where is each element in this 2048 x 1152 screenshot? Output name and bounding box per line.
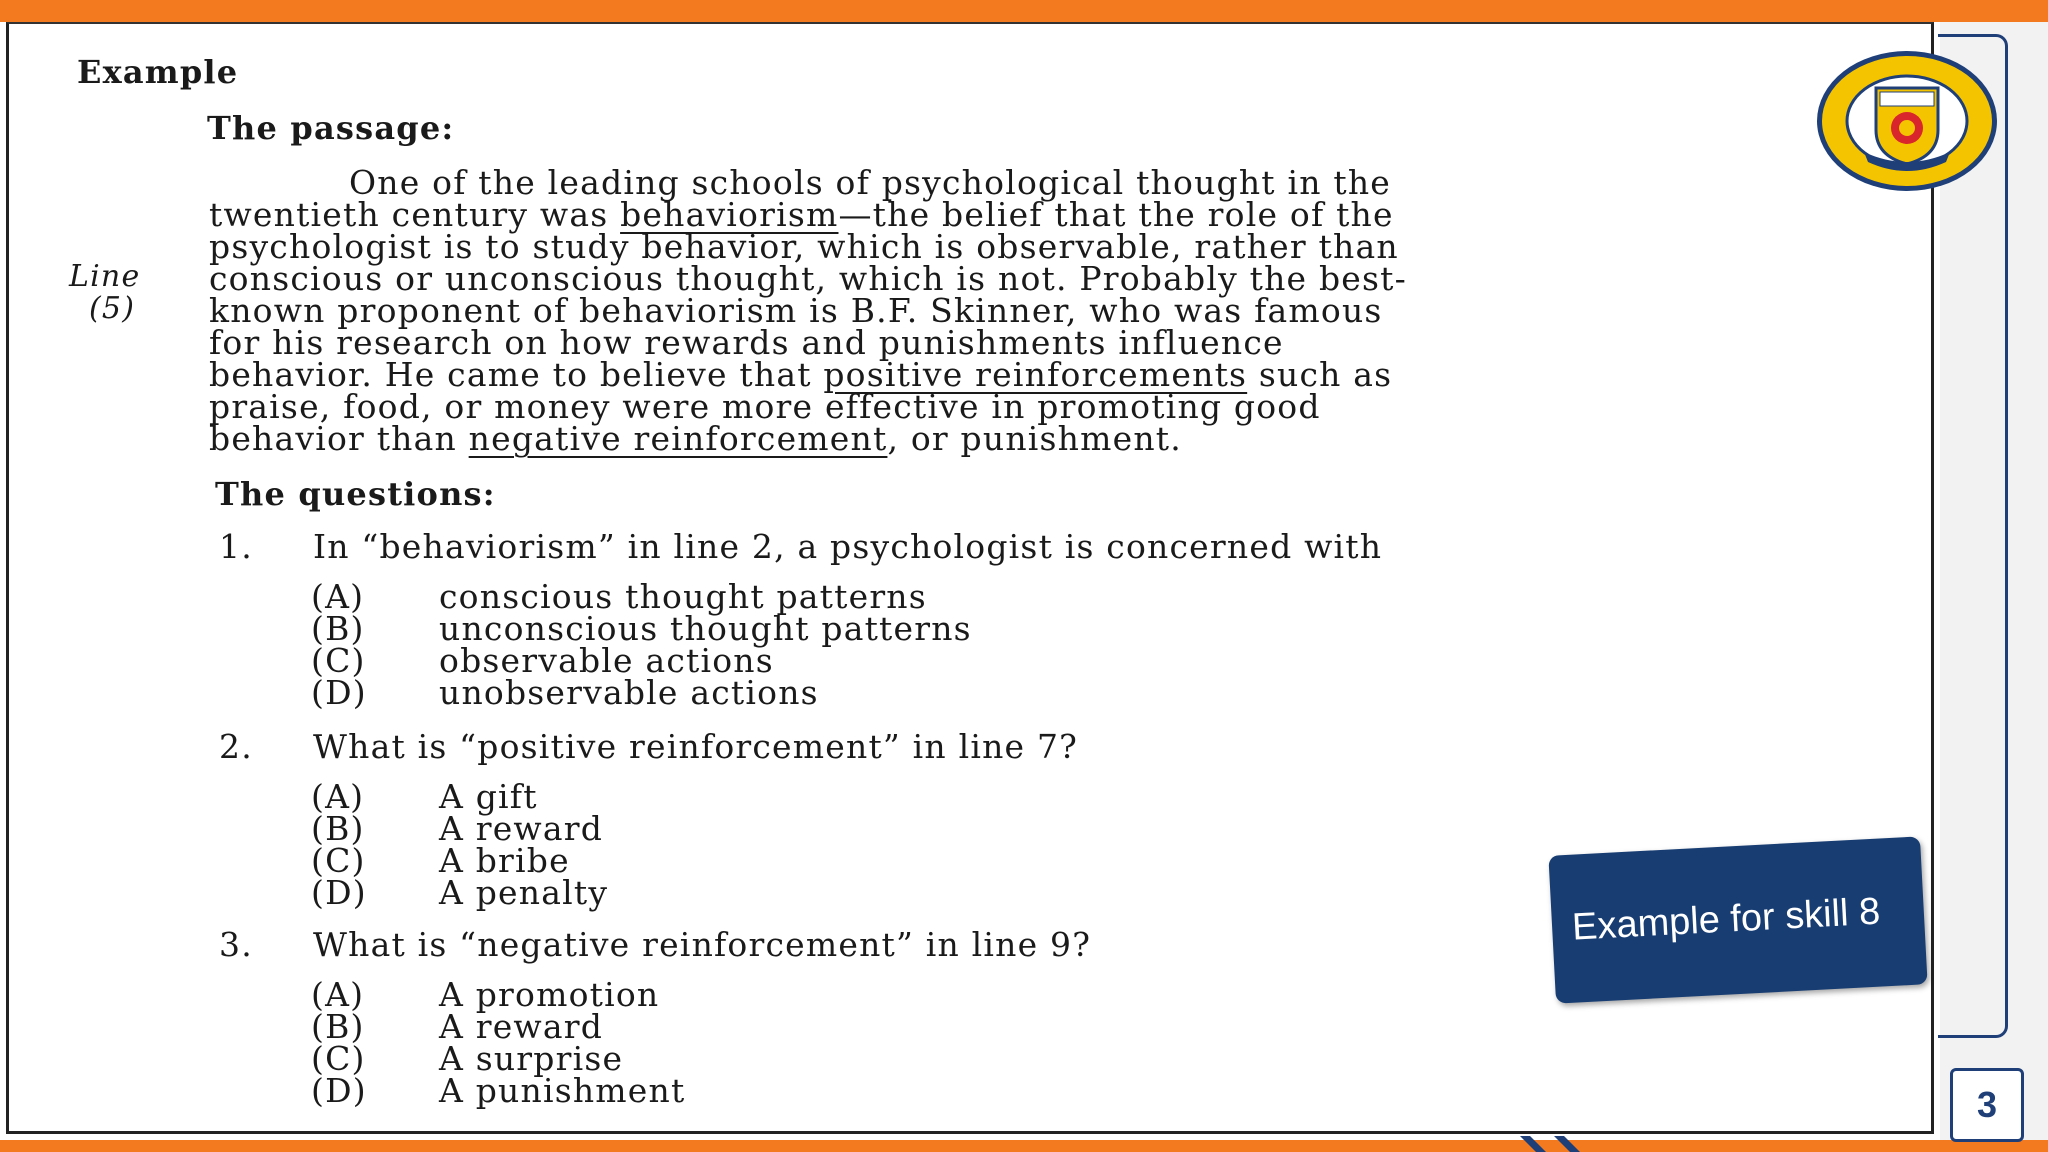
passage-line: for his research on how rewards and punishments influence [209, 323, 1284, 362]
option-letter: (A) [311, 777, 365, 816]
option-text: A reward [439, 1007, 604, 1046]
bottom-accent-bar [0, 1140, 2048, 1152]
corner-decoration-icon [1520, 1136, 1600, 1152]
question-text: What is “negative reinforcement” in line 9? [313, 925, 1092, 964]
option-text: A reward [439, 809, 604, 848]
option-text: A penalty [439, 873, 609, 912]
passage-line: psychologist is to study behavior, which is observable, rather than [209, 227, 1399, 266]
option-letter: (D) [311, 673, 367, 712]
passage-heading: The passage: [207, 109, 455, 147]
passage-line: behavior than negative reinforcement, or punishment. [209, 419, 1182, 458]
option-letter: (A) [311, 577, 365, 616]
option-letter: (B) [311, 1007, 365, 1046]
example-heading: Example [77, 53, 239, 91]
school-logo-icon [1814, 48, 2000, 194]
top-accent-bar [0, 0, 2048, 22]
skill-badge-label: Example for skill 8 [1571, 890, 1882, 949]
line-marker-number: (5) [89, 291, 136, 326]
question-text: In “behaviorism” in line 2, a psychologist is concerned with [313, 527, 1383, 566]
passage-line: conscious or unconscious thought, which is not. Probably the best- [209, 259, 1407, 298]
option-letter: (C) [311, 641, 366, 680]
line-marker: Line [69, 259, 141, 294]
question-number: 3. [219, 925, 253, 964]
term-negative-reinforcement: negative reinforcement [468, 419, 888, 458]
passage-line: twentieth century was behaviorism—the belief that the role of the [209, 195, 1394, 234]
questions-heading: The questions: [215, 475, 496, 513]
option-text: unobservable actions [439, 673, 819, 712]
option-text: A surprise [439, 1039, 624, 1078]
passage-line: known proponent of behaviorism is B.F. Skinner, who was famous [209, 291, 1383, 330]
passage-line: behavior. He came to believe that positive reinforcements such as [209, 355, 1393, 394]
skill-badge [1548, 836, 1927, 1003]
question-number: 1. [219, 527, 253, 566]
passage-line: praise, food, or money were more effective in promoting good [209, 387, 1321, 426]
option-text: observable actions [439, 641, 774, 680]
option-text: A promotion [439, 975, 660, 1014]
option-letter: (C) [311, 841, 366, 880]
option-text: A punishment [439, 1071, 686, 1110]
option-text: unconscious thought patterns [439, 609, 972, 648]
option-letter: (C) [311, 1039, 366, 1078]
option-letter: (D) [311, 873, 367, 912]
option-text: A bribe [439, 841, 570, 880]
option-letter: (D) [311, 1071, 367, 1110]
option-letter: (A) [311, 975, 365, 1014]
term-behaviorism: behaviorism [620, 195, 839, 234]
option-letter: (B) [311, 609, 365, 648]
question-text: What is “positive reinforcement” in line 7? [313, 727, 1079, 766]
question-number: 2. [219, 727, 253, 766]
option-text: A gift [439, 777, 538, 816]
term-positive-reinforcements: positive reinforcements [823, 355, 1248, 394]
passage-line: One of the leading schools of psychological thought in the [349, 163, 1392, 202]
option-letter: (B) [311, 809, 365, 848]
option-text: conscious thought patterns [439, 577, 927, 616]
page-number: 3 [1950, 1068, 2024, 1142]
